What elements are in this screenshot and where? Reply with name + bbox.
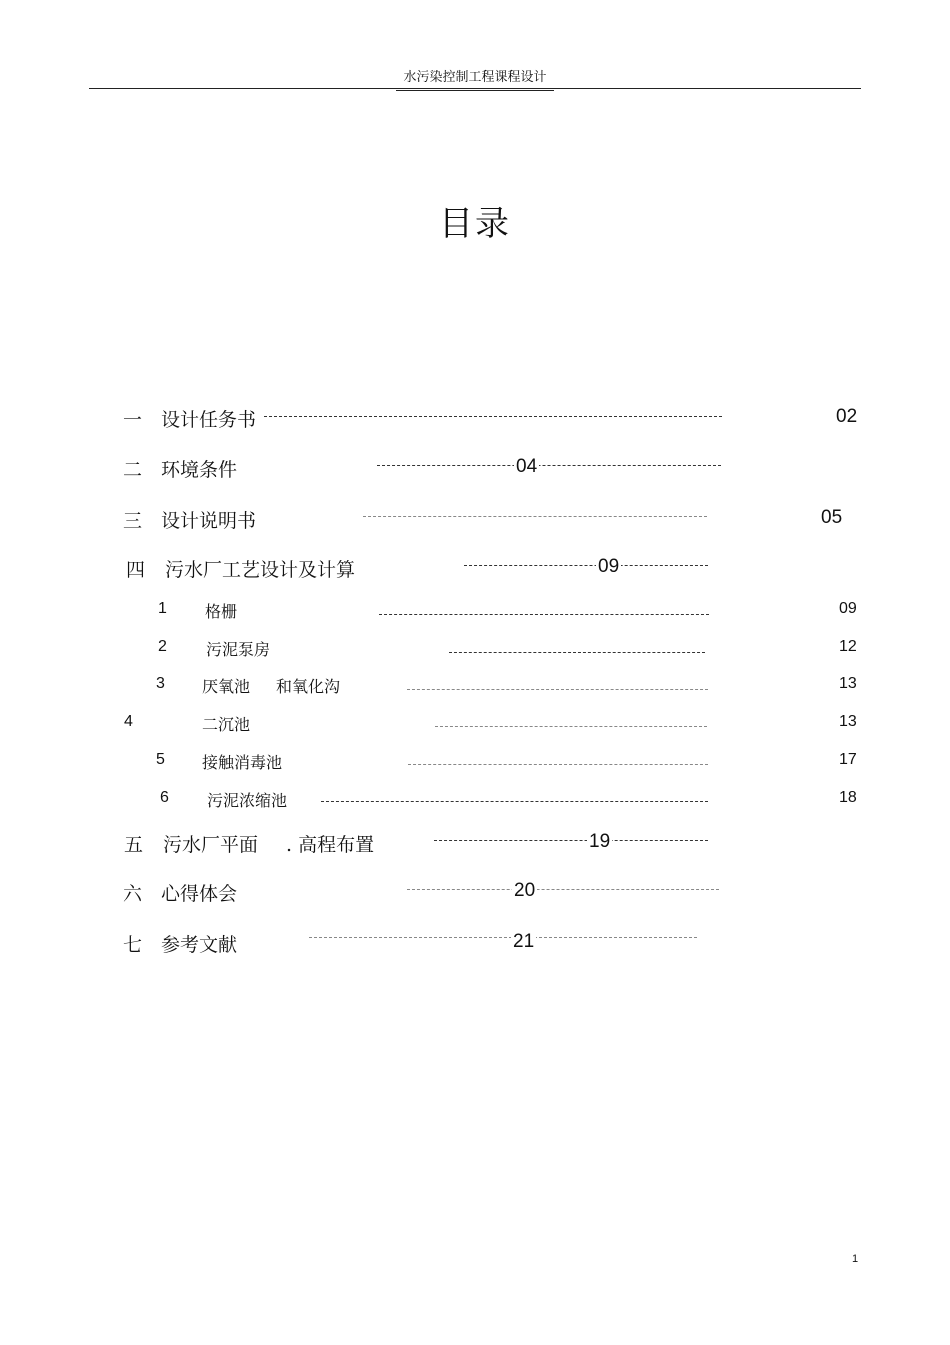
leader-dots (321, 801, 708, 802)
page-title: 目录 (439, 204, 511, 244)
leader-dots (264, 416, 722, 417)
toc-number: 四 (126, 559, 146, 581)
toc-page: 21 (513, 931, 535, 952)
toc-page: 13 (839, 713, 857, 730)
toc-page: 02 (836, 406, 858, 427)
toc-number: 六 (123, 883, 143, 905)
toc-label: 接触消毒池 (202, 753, 283, 772)
header-underline (396, 90, 554, 91)
toc-page: 05 (821, 507, 843, 528)
toc-number: 五 (124, 834, 144, 856)
leader-dots (407, 689, 708, 690)
leader-dots (434, 840, 708, 841)
toc-label: 格栅 (205, 602, 238, 621)
toc-label-continued: . 高程布置 (286, 834, 375, 856)
footer-page-number: 1 (852, 1253, 859, 1265)
leader-dots (449, 652, 705, 653)
toc-label: 污水厂工艺设计及计算 (165, 559, 356, 581)
toc-label: 心得体会 (161, 883, 238, 905)
toc-label: 设计说明书 (161, 510, 257, 532)
toc-number: 1 (158, 600, 167, 617)
toc-number: 5 (156, 751, 165, 768)
toc-number: 2 (158, 638, 167, 655)
toc-number: 4 (124, 713, 133, 730)
leader-dots (379, 614, 709, 615)
toc-label: 污泥浓缩池 (207, 791, 288, 810)
toc-number: 三 (123, 510, 143, 532)
toc-number: 七 (123, 934, 143, 956)
toc-number: 二 (123, 459, 143, 481)
toc-page: 13 (839, 675, 857, 692)
toc-label: 设计任务书 (161, 409, 257, 431)
leader-dots (363, 516, 707, 517)
toc-page: 19 (589, 831, 611, 852)
toc-label: 污泥泵房 (206, 640, 271, 659)
toc-number: 6 (160, 789, 169, 806)
toc-number: 一 (123, 409, 143, 431)
toc-page: 20 (514, 880, 536, 901)
leader-dots (309, 937, 697, 938)
toc-label: 污水厂平面 (163, 834, 259, 856)
leader-dots (377, 465, 721, 466)
toc-page: 17 (839, 751, 857, 768)
toc-page: 04 (516, 456, 538, 477)
toc-label: 二沉池 (202, 715, 251, 734)
toc-number: 3 (156, 675, 165, 692)
toc-page: 12 (839, 638, 857, 655)
toc-label: 参考文献 (161, 934, 238, 956)
leader-dots (407, 889, 719, 890)
header-rule (89, 88, 861, 89)
toc-label: 环境条件 (161, 459, 238, 481)
toc-page: 18 (839, 789, 857, 806)
leader-dots (464, 565, 708, 566)
toc-label: 厌氧池 (202, 677, 251, 696)
leader-dots (435, 726, 707, 727)
running-header: 水污染控制工程课程设计 (403, 70, 547, 85)
toc-page: 09 (598, 556, 620, 577)
leader-dots (408, 764, 708, 765)
toc-label-continued: 和氧化沟 (276, 677, 341, 696)
toc-page: 09 (839, 600, 857, 617)
